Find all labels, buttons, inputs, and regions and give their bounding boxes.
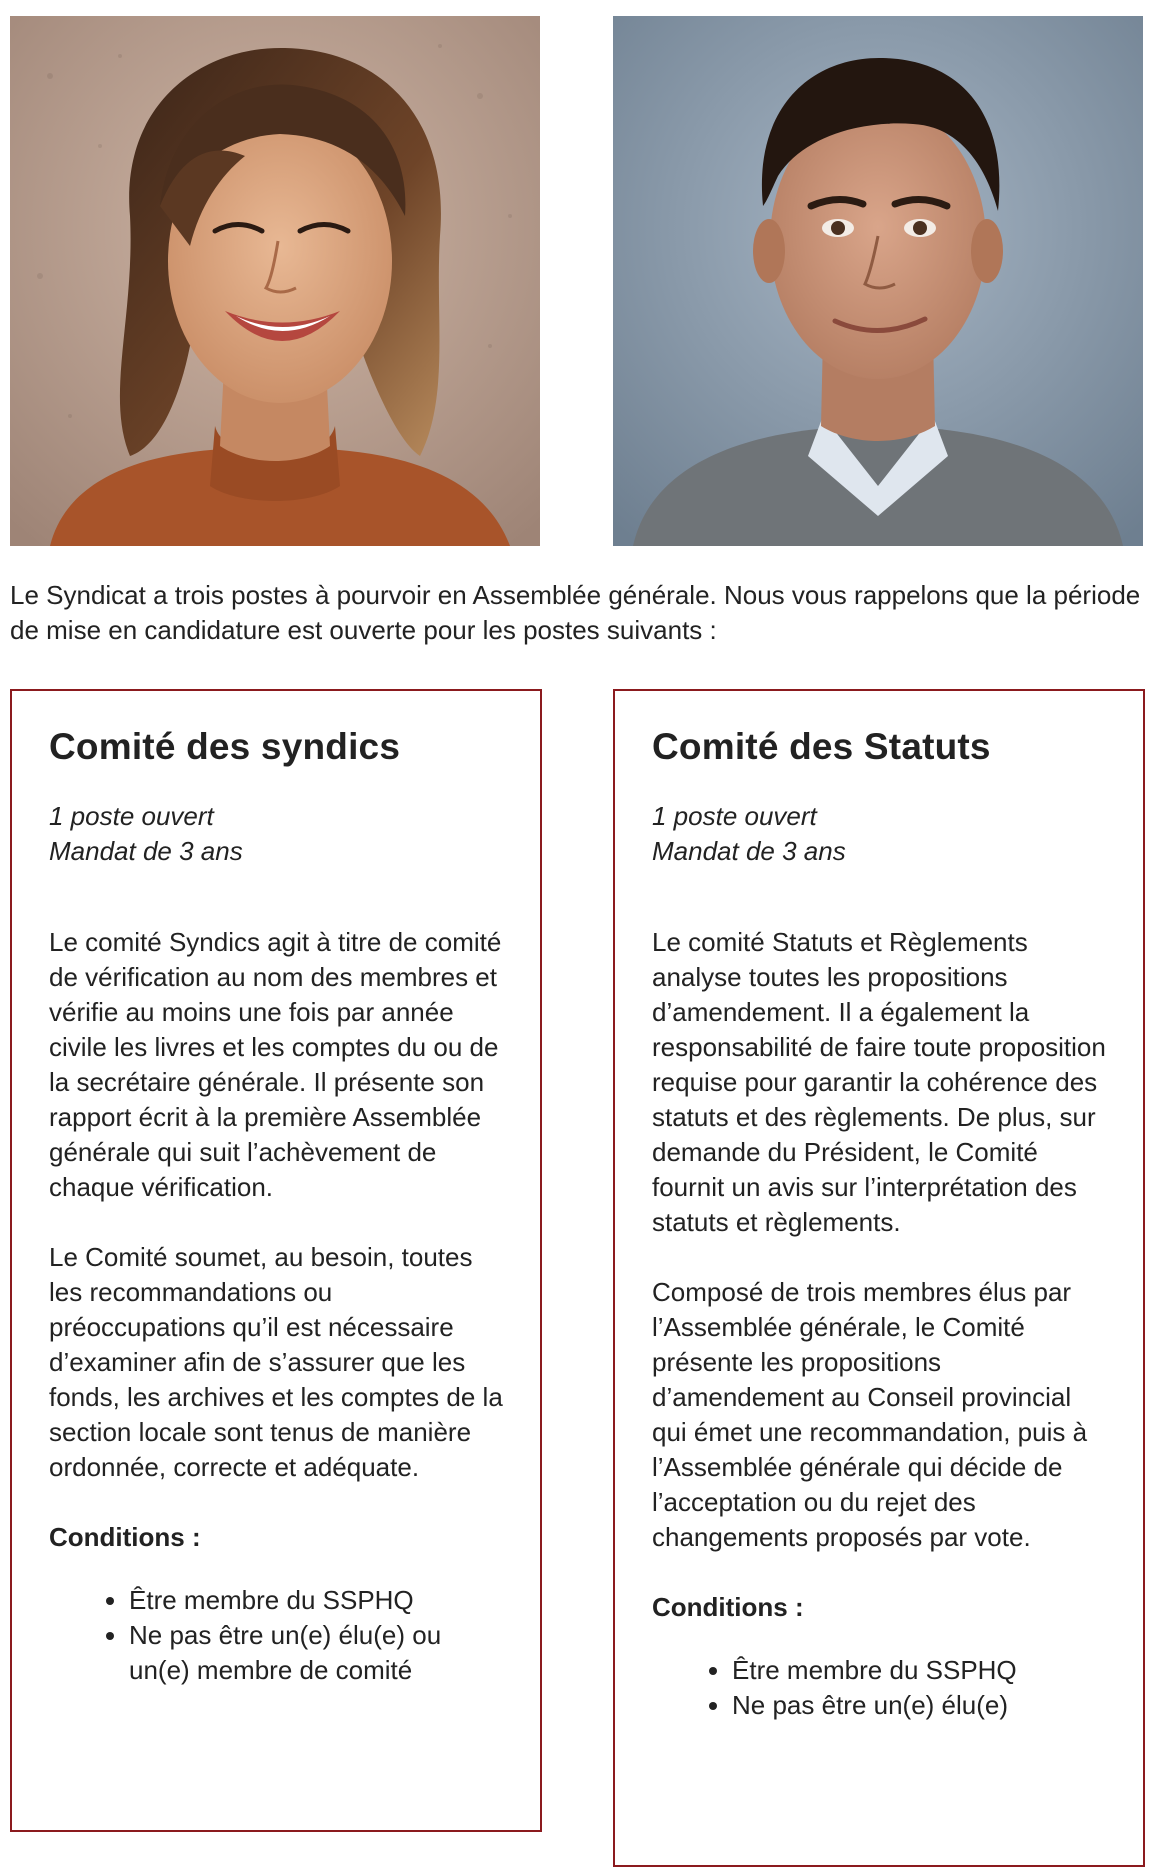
portrait-woman-illustration <box>10 16 540 546</box>
card-title: Comité des syndics <box>49 726 401 767</box>
conditions-title: Conditions : <box>652 1592 804 1622</box>
conditions-list <box>49 1583 504 1688</box>
description-paragraph-1: Le comité Statuts et Règlements analyse toutes les propositions d’amendement. Il a également la responsabilité de faire toute proposition requise pour garantir la cohérence des statuts et des règlements. De plus, sur demande du Président, le Comité fournit un avis sur l’interprétation des statuts et règlements. <box>652 927 1106 1237</box>
term-length: Mandat de 3 ans <box>49 836 243 866</box>
open-positions: 1 poste ouvert <box>652 801 817 831</box>
intro-text: Le Syndicat a trois postes à pourvoir en Assemblée générale. Nous vous rappelons que la période de mise en candidature est ouverte pour les postes suivants : <box>10 580 1141 645</box>
conditions-title: Conditions : <box>49 1522 201 1552</box>
condition-item: • Être membre du SSPHQ <box>129 1583 504 1618</box>
condition-item: • Ne pas être un(e) élu(e) ou un(e) membre de comité <box>129 1618 504 1688</box>
card-title: Comité des Statuts <box>652 726 991 767</box>
card-meta <box>49 799 504 869</box>
description-paragraph-2: Composé de trois membres élus par l’Assemblée générale, le Comité présente les propositions d’amendement au Conseil provincial qui émet une recommandation, puis à l’Assemblée générale qui décide de l’acceptation ou du rejet des changements proposés par vote. <box>652 1277 1088 1552</box>
open-positions: 1 poste ouvert <box>49 801 214 831</box>
portrait-photo-man <box>613 16 1143 546</box>
committee-card-syndics <box>10 689 542 1832</box>
portrait-man-illustration <box>613 16 1143 546</box>
term-length: Mandat de 3 ans <box>652 836 846 866</box>
conditions-list <box>652 1653 1107 1723</box>
portrait-photo-woman <box>10 16 540 546</box>
description-paragraph-2: Le Comité soumet, au besoin, toutes les recommandations ou préoccupations qu’il est nécessaire d’examiner afin de s’assurer que les fonds, les archives et les comptes de la section locale sont tenus de manière ordonnée, correcte et adéquate. <box>49 1242 503 1482</box>
committee-card-statuts <box>613 689 1145 1867</box>
condition-item: • Être membre du SSPHQ <box>732 1653 1107 1688</box>
card-meta <box>652 799 1107 869</box>
description-paragraph-1: Le comité Syndics agit à titre de comité de vérification au nom des membres et vérifie au moins une fois par année civile les livres et les comptes du ou de la secrétaire générale. Il présente son rapport écrit à la première Assemblée générale qui suit l’achèvement de chaque vérification. <box>49 927 502 1202</box>
condition-item: • Ne pas être un(e) élu(e) <box>732 1688 1107 1723</box>
